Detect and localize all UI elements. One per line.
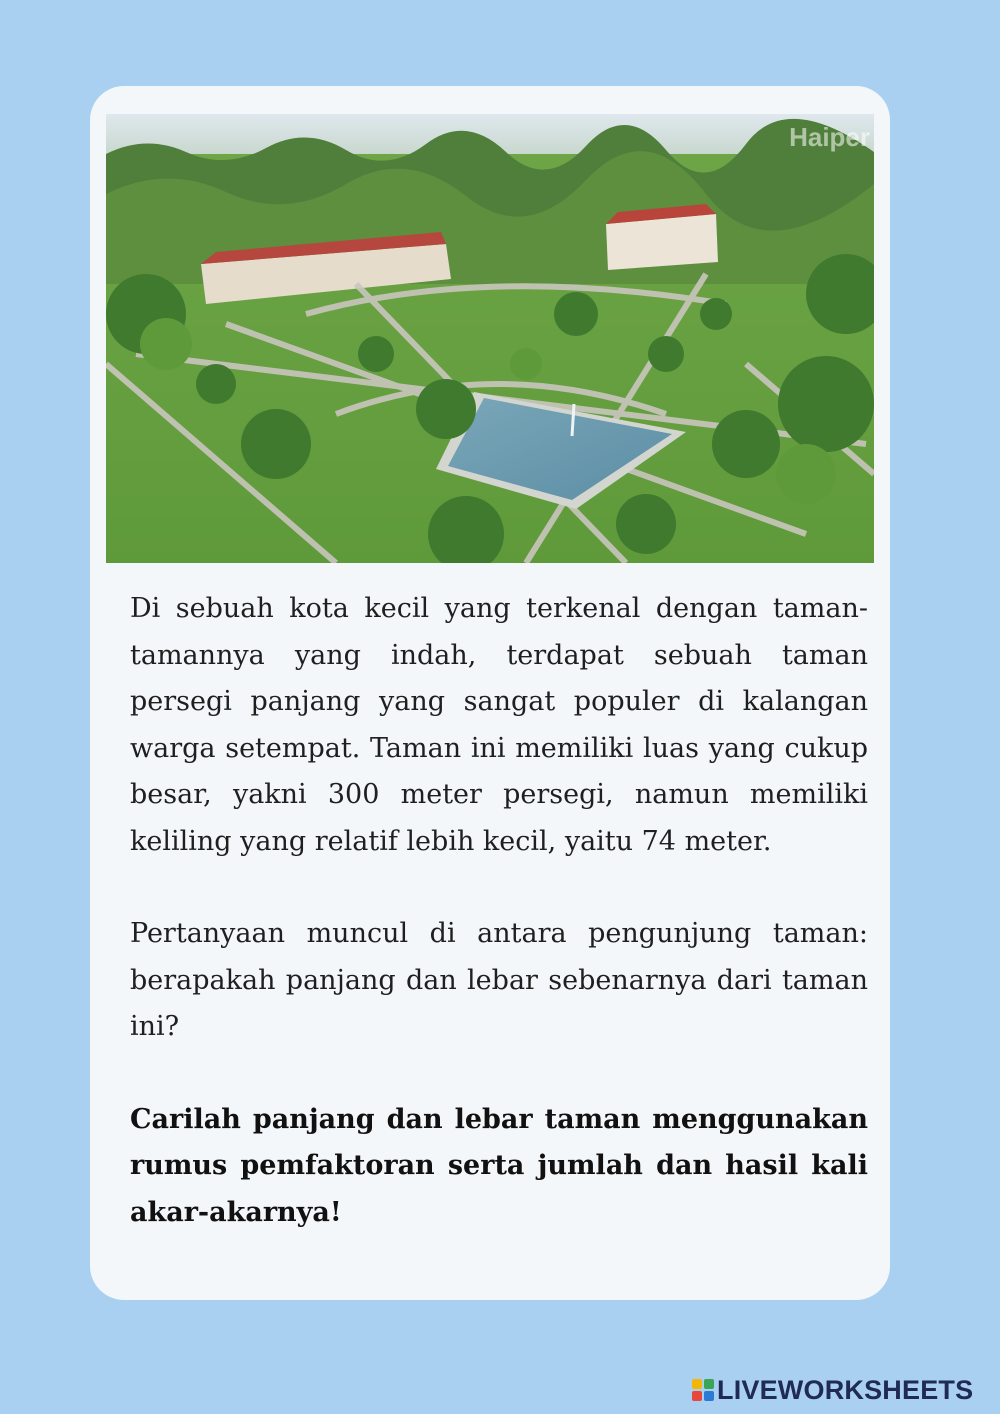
story-paragraph: Di sebuah kota kecil yang terkenal dengan taman-tamannya yang indah, terdapat sebuah taman persegi panjang yang sangat populer di kalangan warga setempat. Taman ini memiliki luas yang cukup besar, yakni 300 meter persegi, namun memiliki keliling yang relatif lebih kecil, yaitu 74 meter. (130, 593, 868, 857)
brand-name: LIVEWORKSHEETS (717, 1374, 974, 1405)
park-aerial-photo (106, 114, 874, 563)
problem-text (130, 586, 868, 1236)
task-instruction: Carilah panjang dan lebar taman menggunakan rumus pemfaktoran serta jumlah dan hasil kali akar-akarnya! (130, 1103, 868, 1228)
liveworksheets-icon (692, 1379, 714, 1401)
liveworksheets-logo (692, 1373, 973, 1407)
question-paragraph: Pertanyaan muncul di antara pengunjung taman: berapakah panjang dan lebar sebenarnya dari taman ini? (130, 918, 868, 1042)
worksheet-card (90, 86, 890, 1300)
photo-watermark: Haiper (789, 122, 870, 152)
